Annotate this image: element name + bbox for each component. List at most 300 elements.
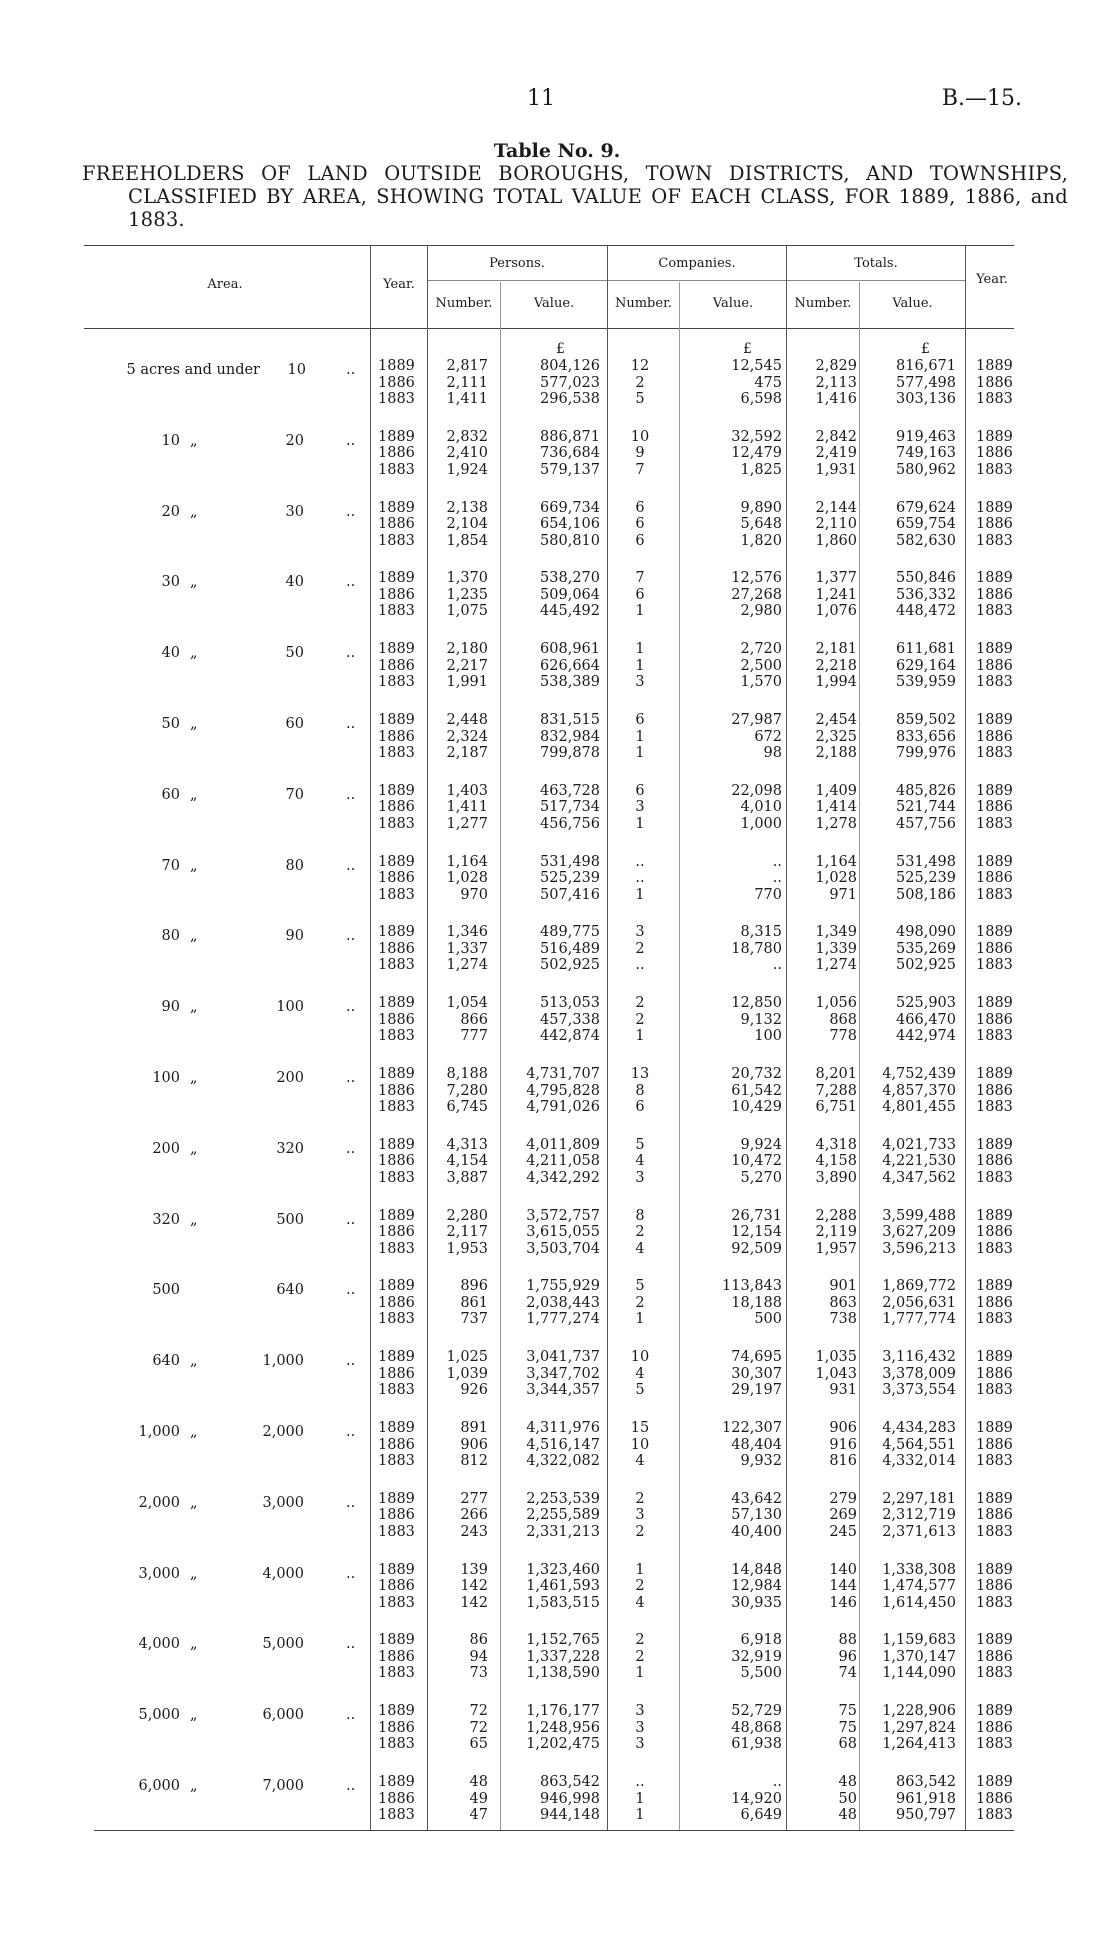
persons-value: 804,126 (540, 358, 600, 374)
totals-value: 950,797 (896, 1807, 956, 1823)
row-year-right: 1889 (976, 1561, 1013, 1578)
totals-value: 4,021,733 (882, 1136, 956, 1153)
persons-value: 3,615,055 (526, 1224, 600, 1241)
header-bottom-rule (84, 328, 1014, 329)
page-number: 11 (527, 86, 555, 111)
header-year: Year. (383, 277, 415, 292)
companies-value: 14,920 (731, 1790, 782, 1807)
row-year: 1886 (378, 799, 415, 816)
persons-value: 886,871 (540, 428, 600, 445)
totals-number: 1,056 (815, 995, 857, 1012)
companies-number: 6 (635, 712, 645, 728)
totals-number: 863 (829, 1294, 857, 1311)
companies-value: 12,850 (731, 995, 782, 1012)
row-year: 1883 (378, 1099, 415, 1115)
table-top-rule (84, 245, 1014, 246)
row-year-right: 1883 (976, 1453, 1013, 1469)
companies-value: 48,404 (731, 1436, 782, 1453)
row-year: 1883 (378, 957, 415, 974)
area-group (0, 1278, 1114, 1336)
area-group (0, 429, 1114, 487)
persons-value: 4,516,147 (526, 1436, 600, 1453)
persons-value: 538,389 (540, 674, 600, 691)
companies-value: 20,732 (731, 1066, 782, 1082)
totals-number: 1,035 (815, 1349, 857, 1366)
totals-value: 1,264,413 (882, 1736, 956, 1753)
totals-value: 1,228,906 (882, 1703, 956, 1720)
persons-number: 65 (469, 1736, 488, 1753)
companies-number: 5 (635, 1382, 645, 1399)
area-upper-bound: 10 (287, 362, 306, 378)
row-year-right: 1883 (976, 745, 1013, 761)
persons-number: 2,117 (446, 1224, 488, 1241)
row-year-right: 1883 (976, 603, 1013, 620)
totals-number: 2,119 (815, 1224, 857, 1241)
persons-value: 3,347,702 (526, 1365, 600, 1382)
totals-value: 536,332 (896, 586, 956, 603)
row-year: 1883 (378, 391, 415, 407)
ditto-mark: „ (190, 432, 198, 449)
companies-number: 15 (630, 1420, 650, 1436)
row-year: 1883 (378, 1523, 415, 1540)
companies-value: 14,848 (731, 1561, 782, 1578)
area-lower-bound: 40 (161, 645, 180, 662)
row-year-right: 1889 (976, 853, 1013, 870)
persons-value: 4,731,707 (526, 1066, 600, 1082)
row-year: 1883 (378, 815, 415, 832)
totals-value: 2,371,613 (882, 1523, 956, 1540)
persons-value: 832,984 (540, 728, 600, 745)
companies-number: 1 (635, 745, 645, 761)
companies-value: 1,820 (740, 532, 782, 549)
totals-value: 442,974 (896, 1028, 956, 1045)
companies-number: .. (635, 1774, 645, 1790)
totals-value: 1,297,824 (882, 1719, 956, 1736)
row-year: 1886 (378, 1578, 415, 1595)
row-year-right: 1889 (976, 1207, 1013, 1224)
area-upper-bound: 70 (285, 786, 304, 803)
leader-dots: .. (346, 1707, 356, 1724)
companies-value: 100 (754, 1028, 782, 1045)
row-year-right: 1886 (976, 1224, 1013, 1241)
companies-value: .. (772, 1774, 782, 1790)
row-year-right: 1889 (976, 1490, 1013, 1507)
totals-value: 4,752,439 (882, 1066, 956, 1082)
area-upper-bound: 80 (285, 857, 304, 874)
totals-number: 1,339 (815, 940, 857, 957)
ditto-mark: „ (190, 928, 198, 945)
companies-value: 29,197 (731, 1382, 782, 1399)
companies-number: 6 (635, 782, 645, 799)
companies-value: 9,132 (740, 1011, 782, 1028)
totals-value: 611,681 (896, 641, 956, 658)
persons-value: 516,489 (540, 940, 600, 957)
row-year: 1889 (378, 1066, 415, 1082)
companies-number: 3 (635, 1169, 645, 1186)
persons-value: 463,728 (540, 782, 600, 799)
persons-number: 970 (460, 886, 488, 903)
area-group (0, 1420, 1114, 1478)
totals-number: 2,842 (815, 428, 857, 445)
leader-dots: .. (346, 1424, 356, 1440)
totals-value: 833,656 (896, 728, 956, 745)
leader-dots: .. (346, 645, 356, 662)
area-upper-bound: 640 (276, 1282, 304, 1299)
companies-number: 13 (630, 1066, 650, 1082)
area-lower-bound: 500 (152, 1282, 180, 1299)
persons-value: 531,498 (540, 853, 600, 870)
totals-number: 2,218 (815, 657, 857, 674)
persons-value: 502,925 (540, 957, 600, 974)
leader-dots: .. (346, 432, 356, 449)
totals-value: 521,744 (896, 799, 956, 816)
persons-value: 4,211,058 (526, 1153, 600, 1170)
totals-value: 525,903 (896, 995, 956, 1012)
area-group (0, 854, 1114, 912)
totals-value: 1,338,308 (882, 1561, 956, 1578)
totals-number: 1,957 (815, 1240, 857, 1257)
companies-number: 1 (635, 886, 645, 903)
row-year-right: 1886 (976, 1294, 1013, 1311)
row-year-right: 1889 (976, 995, 1013, 1012)
persons-value: 3,344,357 (526, 1382, 600, 1399)
totals-number: 901 (829, 1278, 857, 1295)
companies-number: 2 (635, 1224, 645, 1241)
totals-number: 50 (838, 1790, 857, 1807)
totals-value: 1,144,090 (882, 1665, 956, 1682)
ditto-mark: „ (190, 857, 198, 874)
totals-number: 1,409 (815, 782, 857, 799)
row-year-right: 1889 (976, 1774, 1013, 1790)
leader-dots: .. (346, 1565, 356, 1582)
totals-number: 279 (829, 1490, 857, 1507)
companies-value: 500 (754, 1311, 782, 1328)
companies-value: 1,000 (740, 815, 782, 832)
companies-number: 2 (635, 995, 645, 1012)
totals-value: 448,472 (896, 603, 956, 620)
totals-number: 7,288 (815, 1082, 857, 1099)
persons-number: 1,403 (446, 782, 488, 799)
row-year: 1889 (378, 1207, 415, 1224)
row-year-right: 1883 (976, 815, 1013, 832)
pound-sign-companies: £ (743, 341, 752, 357)
area-lower-bound: 3,000 (138, 1565, 180, 1582)
companies-number: 4 (635, 1594, 645, 1611)
persons-value: 525,239 (540, 870, 600, 887)
persons-number: 142 (460, 1594, 488, 1611)
area-upper-bound: 6,000 (262, 1707, 304, 1724)
persons-value: 3,572,757 (526, 1207, 600, 1224)
row-year-right: 1883 (976, 1169, 1013, 1186)
row-year: 1886 (378, 1082, 415, 1099)
row-year: 1886 (378, 940, 415, 957)
companies-number: 10 (630, 1436, 650, 1453)
header-companies-number: Number. (614, 296, 672, 311)
totals-value: 457,756 (896, 815, 956, 832)
leader-dots: .. (346, 503, 356, 520)
row-year-right: 1889 (976, 1066, 1013, 1082)
row-year-right: 1883 (976, 886, 1013, 903)
row-year-right: 1886 (976, 1436, 1013, 1453)
row-year-right: 1886 (976, 1153, 1013, 1170)
totals-number: 2,325 (815, 728, 857, 745)
totals-value: 1,159,683 (882, 1632, 956, 1649)
area-lower-bound: 200 (152, 1140, 180, 1157)
companies-number: 2 (635, 1648, 645, 1665)
area-group (0, 924, 1114, 982)
companies-value: .. (772, 870, 782, 887)
persons-number: 1,346 (446, 924, 488, 941)
companies-value: 27,268 (731, 586, 782, 603)
totals-number: 906 (829, 1420, 857, 1436)
companies-number: 5 (635, 391, 645, 407)
area-group (0, 712, 1114, 770)
totals-number: 2,181 (815, 641, 857, 658)
companies-value: 57,130 (731, 1507, 782, 1524)
area-group (0, 1491, 1114, 1549)
persons-number: 2,104 (446, 516, 488, 533)
row-year: 1889 (378, 1703, 415, 1720)
companies-value: 92,509 (731, 1240, 782, 1257)
companies-value: .. (772, 853, 782, 870)
companies-number: 9 (635, 445, 645, 462)
area-lower-bound: 30 (161, 574, 180, 591)
persons-value: 1,323,460 (526, 1561, 600, 1578)
area-group (0, 1703, 1114, 1761)
companies-value: 9,932 (740, 1453, 782, 1469)
persons-number: 896 (460, 1278, 488, 1295)
row-year: 1889 (378, 1420, 415, 1436)
persons-number: 1,277 (446, 815, 488, 832)
row-year: 1883 (378, 1169, 415, 1186)
area-lower-bound: 70 (161, 857, 180, 874)
area-upper-bound: 200 (276, 1070, 304, 1086)
companies-number: 6 (635, 586, 645, 603)
area-upper-bound: 30 (285, 503, 304, 520)
persons-value: 944,148 (540, 1807, 600, 1823)
totals-value: 550,846 (896, 570, 956, 587)
row-year: 1883 (378, 1453, 415, 1469)
header-companies-value: Value. (712, 296, 754, 311)
persons-number: 72 (469, 1703, 488, 1720)
persons-value: 2,255,589 (526, 1507, 600, 1524)
row-year-right: 1889 (976, 782, 1013, 799)
header-totals-value: Value. (892, 296, 933, 311)
companies-value: 12,984 (731, 1578, 782, 1595)
row-year: 1889 (378, 570, 415, 587)
companies-value: 12,479 (731, 445, 782, 462)
row-year: 1889 (378, 1349, 415, 1366)
persons-value: 4,311,976 (526, 1420, 600, 1436)
companies-value: 1,825 (740, 461, 782, 478)
row-year-right: 1883 (976, 1240, 1013, 1257)
persons-number: 1,054 (446, 995, 488, 1012)
companies-value: 9,924 (740, 1136, 782, 1153)
companies-number: 1 (635, 657, 645, 674)
companies-number: 3 (635, 1703, 645, 1720)
area-upper-bound: 320 (276, 1140, 304, 1157)
ditto-mark: „ (190, 1211, 198, 1228)
persons-number: 861 (460, 1294, 488, 1311)
persons-value: 1,248,956 (526, 1719, 600, 1736)
row-year: 1886 (378, 1153, 415, 1170)
persons-value: 3,503,704 (526, 1240, 600, 1257)
persons-number: 48 (469, 1774, 488, 1790)
area-group (0, 1774, 1114, 1832)
row-year: 1883 (378, 532, 415, 549)
totals-value: 4,801,455 (882, 1099, 956, 1115)
companies-value: 61,542 (731, 1082, 782, 1099)
row-year: 1889 (378, 1632, 415, 1649)
companies-number: 4 (635, 1153, 645, 1170)
row-year-right: 1886 (976, 1082, 1013, 1099)
persons-number: 2,217 (446, 657, 488, 674)
row-year-right: 1889 (976, 641, 1013, 658)
row-year-right: 1889 (976, 1632, 1013, 1649)
row-year-right: 1886 (976, 728, 1013, 745)
companies-value: 12,576 (731, 570, 782, 587)
persons-number: 72 (469, 1719, 488, 1736)
row-year-right: 1883 (976, 461, 1013, 478)
leader-dots: .. (346, 574, 356, 591)
persons-value: 736,684 (540, 445, 600, 462)
companies-value: 22,098 (731, 782, 782, 799)
companies-value: 5,270 (740, 1169, 782, 1186)
companies-value: 12,154 (731, 1224, 782, 1241)
area-upper-bound: 500 (276, 1211, 304, 1228)
area-group (0, 1208, 1114, 1266)
totals-number: 88 (838, 1632, 857, 1649)
companies-value: 61,938 (731, 1736, 782, 1753)
companies-number: 10 (630, 428, 650, 445)
ditto-mark: „ (190, 1494, 198, 1511)
companies-number: 1 (635, 1665, 645, 1682)
persons-value: 579,137 (540, 461, 600, 478)
persons-number: 1,164 (446, 853, 488, 870)
area-lower-bound: 90 (161, 999, 180, 1016)
area-group (0, 570, 1114, 628)
totals-number: 2,454 (815, 712, 857, 728)
ditto-mark: „ (190, 645, 198, 662)
companies-value: 113,843 (722, 1278, 782, 1295)
area-lower-bound: 80 (161, 928, 180, 945)
row-year-right: 1883 (976, 1311, 1013, 1328)
row-year-right: 1886 (976, 1648, 1013, 1665)
row-year: 1889 (378, 641, 415, 658)
persons-value: 4,322,082 (526, 1453, 600, 1469)
row-year: 1889 (378, 1278, 415, 1295)
row-year: 1889 (378, 428, 415, 445)
companies-number: 1 (635, 1561, 645, 1578)
companies-value: 30,935 (731, 1594, 782, 1611)
companies-number: 3 (635, 1719, 645, 1736)
companies-number: 4 (635, 1453, 645, 1469)
companies-value: 32,592 (731, 428, 782, 445)
row-year-right: 1883 (976, 391, 1013, 407)
companies-number: 10 (630, 1349, 650, 1366)
ditto-mark: „ (190, 1424, 198, 1440)
row-year-right: 1886 (976, 870, 1013, 887)
totals-value: 3,373,554 (882, 1382, 956, 1399)
persons-value: 831,515 (540, 712, 600, 728)
area-upper-bound: 40 (285, 574, 304, 591)
totals-value: 3,596,213 (882, 1240, 956, 1257)
totals-number: 146 (829, 1594, 857, 1611)
companies-number: .. (635, 853, 645, 870)
persons-number: 1,039 (446, 1365, 488, 1382)
persons-number: 1,991 (446, 674, 488, 691)
area-lower-bound: 5,000 (138, 1707, 180, 1724)
persons-number: 906 (460, 1436, 488, 1453)
row-year: 1889 (378, 1490, 415, 1507)
companies-number: 6 (635, 532, 645, 549)
totals-value: 535,269 (896, 940, 956, 957)
companies-value: 18,188 (731, 1294, 782, 1311)
row-year: 1883 (378, 1665, 415, 1682)
row-year-right: 1886 (976, 1365, 1013, 1382)
companies-value: 4,010 (740, 799, 782, 816)
totals-number: 2,113 (815, 374, 857, 391)
persons-value: 1,337,228 (526, 1648, 600, 1665)
row-year-right: 1889 (976, 428, 1013, 445)
row-year: 1886 (378, 1365, 415, 1382)
persons-value: 513,053 (540, 995, 600, 1012)
persons-number: 2,832 (446, 428, 488, 445)
row-year: 1886 (378, 870, 415, 887)
row-year: 1889 (378, 924, 415, 941)
companies-number: 6 (635, 516, 645, 533)
area-upper-bound: 5,000 (262, 1636, 304, 1653)
area-lower-bound: 640 (152, 1353, 180, 1370)
persons-number: 86 (469, 1632, 488, 1649)
totals-value: 749,163 (896, 445, 956, 462)
companies-number: 1 (635, 1028, 645, 1045)
row-year: 1883 (378, 674, 415, 691)
persons-number: 1,953 (446, 1240, 488, 1257)
row-year: 1889 (378, 782, 415, 799)
row-year-right: 1886 (976, 1790, 1013, 1807)
header-sub-rule (428, 280, 966, 281)
persons-value: 4,795,828 (526, 1082, 600, 1099)
persons-value: 445,492 (540, 603, 600, 620)
area-group (0, 1137, 1114, 1195)
persons-number: 8,188 (446, 1066, 488, 1082)
row-year-right: 1883 (976, 1736, 1013, 1753)
row-year: 1883 (378, 886, 415, 903)
area-upper-bound: 100 (276, 999, 304, 1016)
row-year: 1883 (378, 1028, 415, 1045)
totals-value: 919,463 (896, 428, 956, 445)
totals-value: 2,312,719 (882, 1507, 956, 1524)
row-year-right: 1883 (976, 1382, 1013, 1399)
persons-value: 1,461,593 (526, 1578, 600, 1595)
companies-value: 2,980 (740, 603, 782, 620)
persons-number: 94 (469, 1648, 488, 1665)
totals-value: 508,186 (896, 886, 956, 903)
leader-dots: .. (346, 1211, 356, 1228)
row-year: 1883 (378, 1311, 415, 1328)
persons-number: 2,280 (446, 1207, 488, 1224)
companies-value: 122,307 (722, 1420, 782, 1436)
persons-number: 266 (460, 1507, 488, 1524)
persons-number: 2,448 (446, 712, 488, 728)
companies-number: 6 (635, 499, 645, 516)
row-year-right: 1889 (976, 499, 1013, 516)
totals-value: 816,671 (896, 358, 956, 374)
companies-number: 1 (635, 1311, 645, 1328)
totals-value: 525,239 (896, 870, 956, 887)
row-year-right: 1889 (976, 712, 1013, 728)
